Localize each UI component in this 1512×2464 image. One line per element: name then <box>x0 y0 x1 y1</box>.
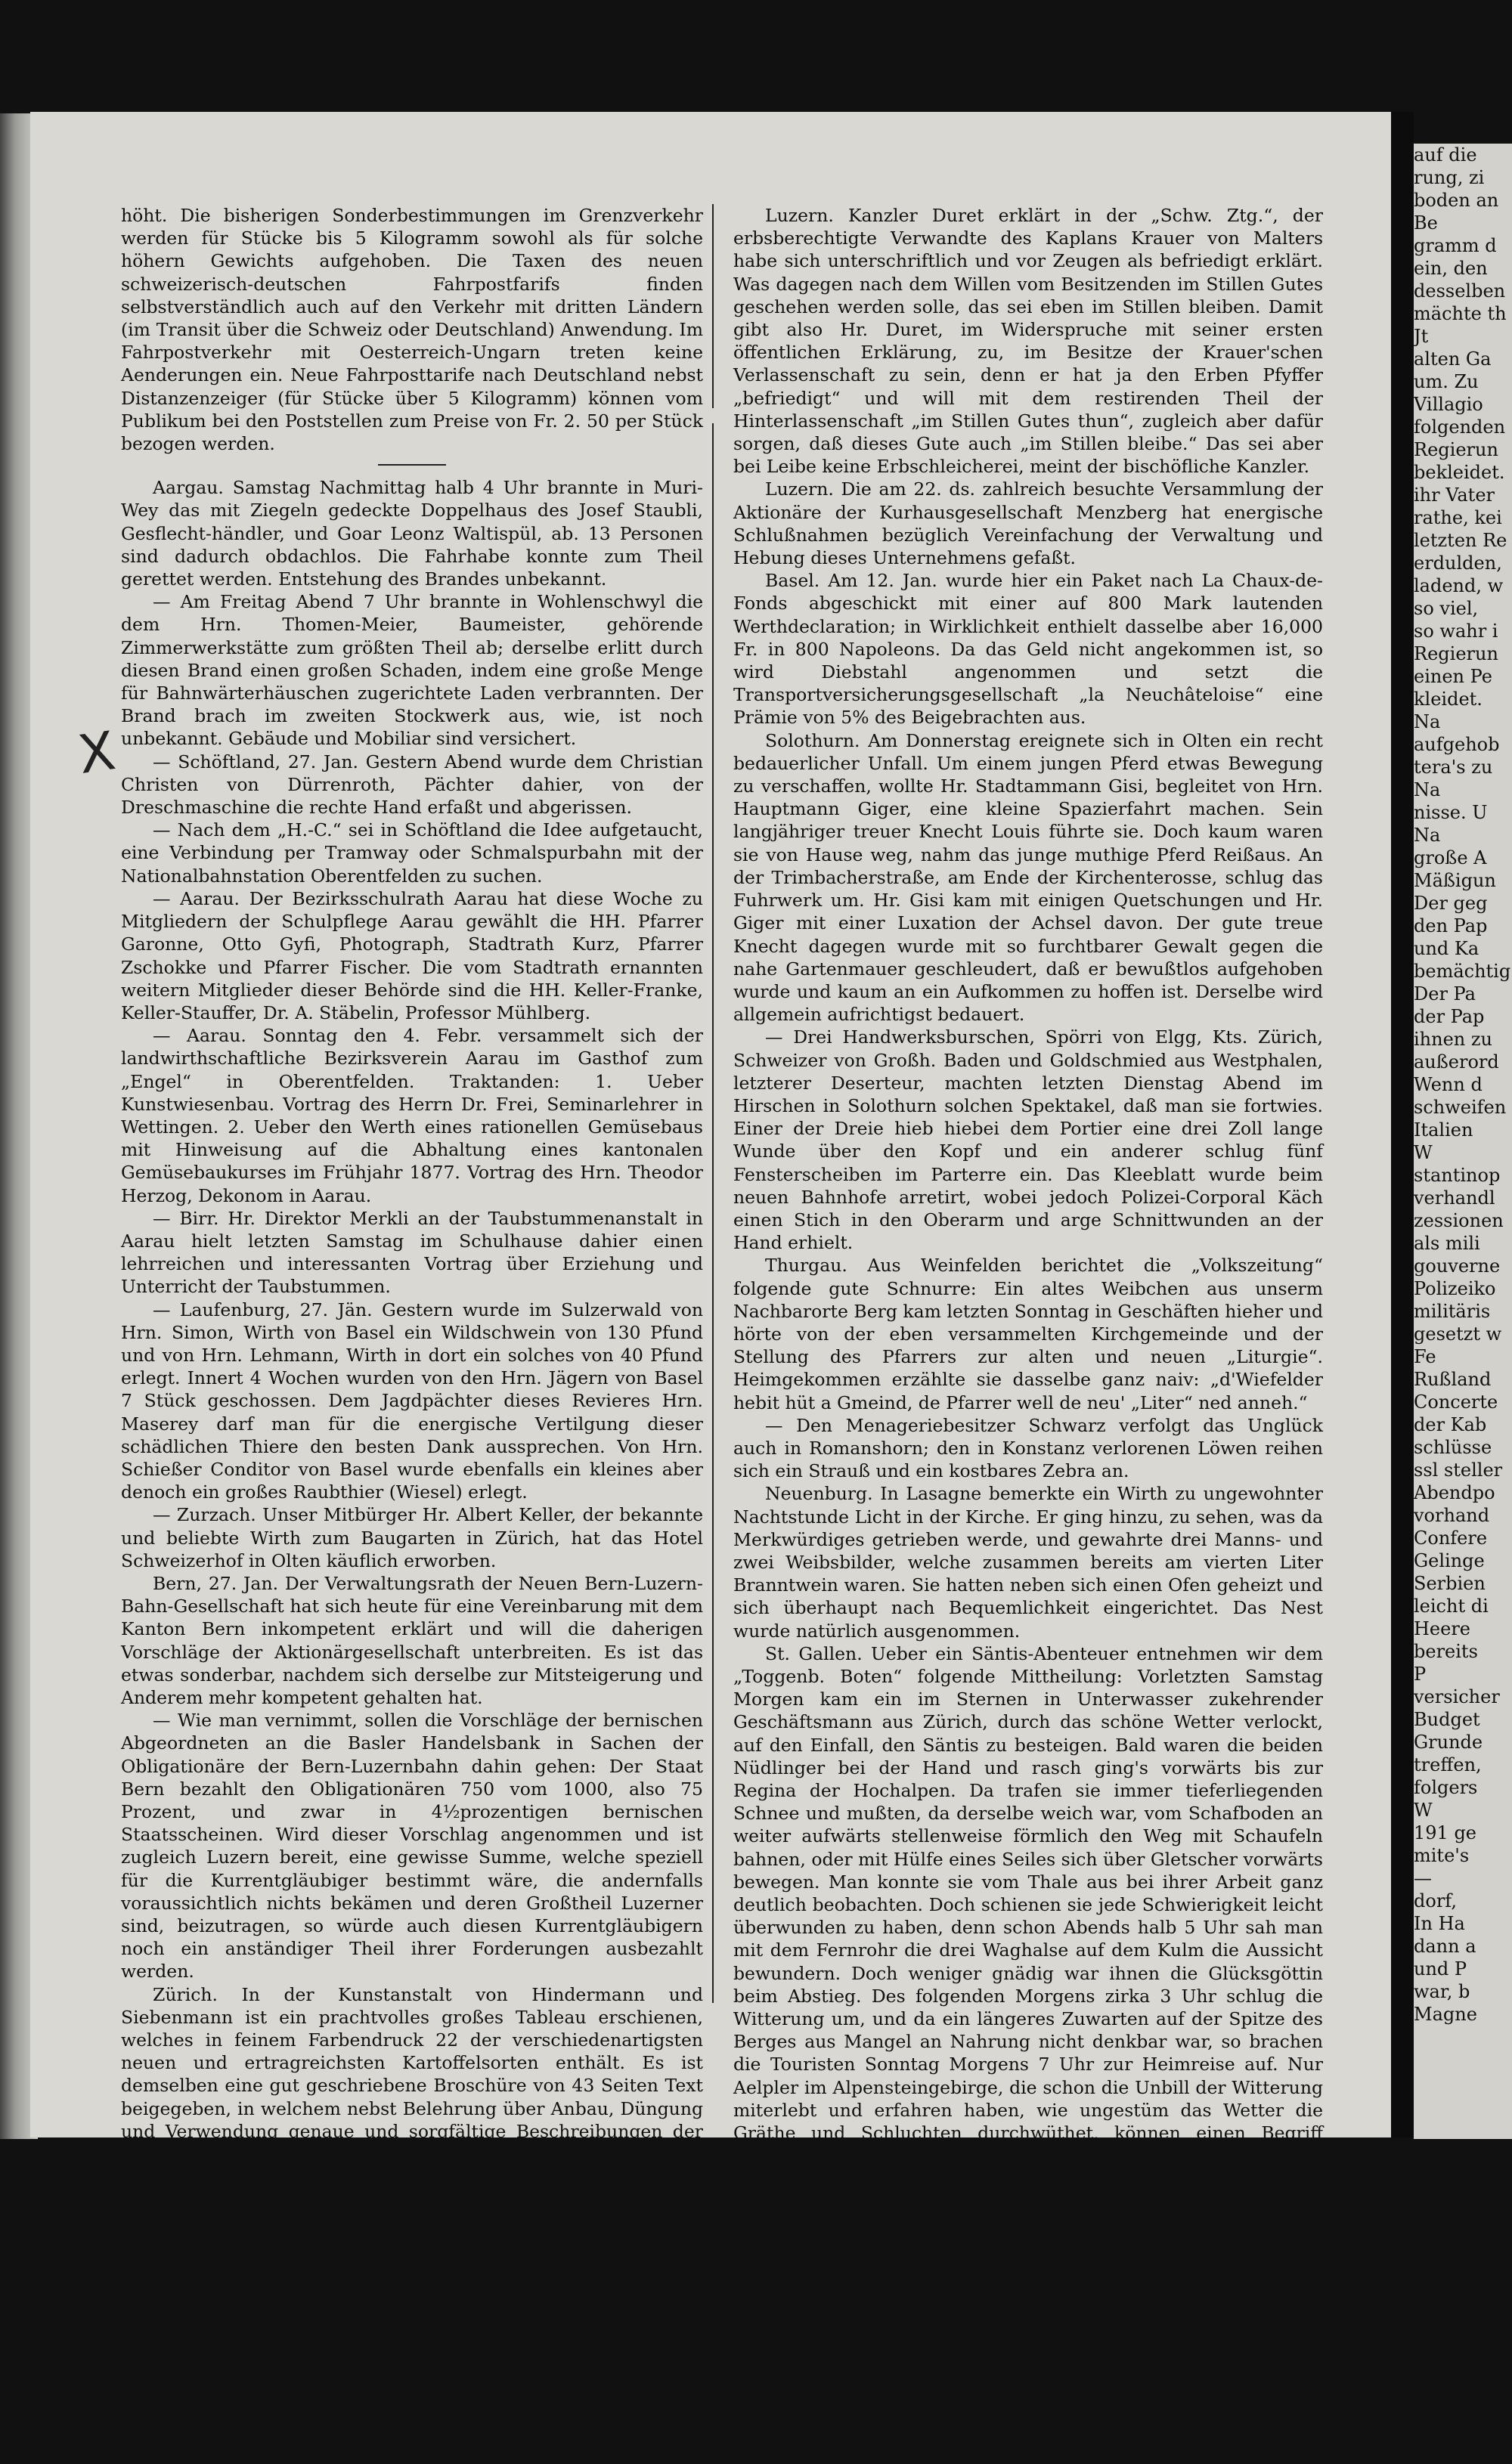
fragment-line: den Pap <box>1414 915 1488 936</box>
fragment-line: Wenn d <box>1414 1074 1483 1095</box>
article-paragraph: Luzern. Kanzler Duret erklärt in der „Schw. Ztg.“, der erbsberechtigte Verwandte des Kaplans Krauer von Malters habe sich unterschriftlich und vor Zeugen als befriedigt erklärt. Was dagegen nach dem Willen vom Besitzenden im Stillen Gutes geschehen werden solle, das sei eben im Stillen bleiben. Damit gibt also Hr. Duret, im Widerspruche mit seiner ersten öffentlichen Erklärung, zu, im Besitze der Krauer'schen Verlassenschaft zu sein, denn er hat ja den Erben Pfyffer „befriedigt“ und will mit dem restirenden Theil der Hinterlassenschaft „im Stillen Gutes thun“, zugleich aber dafür sorgen, daß dieses Gute auch „im Stillen bleibe.“ Das sei aber bei Leibe keine Erbschleicherei, meint der bischöfliche Kanzler. <box>733 205 1323 478</box>
fragment-line: bereits <box>1414 1641 1478 1662</box>
fragment-line: stantinop <box>1414 1165 1501 1186</box>
fragment-line: alten Ga <box>1414 348 1492 370</box>
fragment-line: große A <box>1414 847 1487 868</box>
binding-gutter <box>1391 112 1414 2137</box>
fragment-line: erdulden, <box>1414 553 1502 574</box>
section-divider <box>378 464 446 466</box>
adjacent-page-lines <box>1414 144 1512 2026</box>
article-paragraph: St. Gallen. Ueber ein Säntis-Abenteuer entnehmen wir dem „Toggenb. Boten“ folgende Mittheilung: Vorletzten Samstag Morgen kam ein im Sternen in Unterwasser zukehrender Geschäftsmann aus Zürich, durch das schöne Wetter verlockt, auf den Einfall, den Säntis zu besteigen. Bald waren die beiden Nüdlinger bei der Hand und rasch ging's vorwärts bis zur Regina der Hochalpen. Da trafen sie immer tieferliegenden Schnee und mußten, da derselbe weich war, vom Schafboden an weiter aufwärts stellenweise förmlich den Weg mit Schaufeln bahnen, oder mit Hülfe eines Seiles sich über Gletscher vorwärts bewegen. Man konnte sie vom Thale aus bei ihrer Arbeit ganz deutlich beobachten. Doch schienen sie jede Schwierigkeit leicht überwunden zu haben, denn schon Abends halb 5 Uhr sah man mit dem Fernrohr die drei Waghalse auf dem Kulm die Aussicht bewundern. Doch weniger gnädig war ihnen die Glücksgöttin beim Abstieg. Des folgenden Morgens zirka 3 Uhr schlug die Witterung um, und da ein längeres Zuwarten auf der Spitze des Berges aus Mangel an Nahrung nicht denkbar war, so brachen die Touristen Sonntag Morgens 7 Uhr zur Heimreise auf. Nur Aelpler im Alpensteingebirge, die schon die Unbill der Witterung miterlebt und erfahren haben, wie ungestüm das Wetter die Gräthe und Schluchten durchwüthet, können einen Begriff haben, in welch' fürchterlicher Situation sich die Drei befanden. Vom heftigsten Schneesturm umtobt, vom dichtesten Nebel eingehüllt, zeitweise kaum einmal die eigene Hand vor sich sehend, arbeiteten sie sich vorwärts, jeden Augenblick in der Gefahr schwebend, etwa an einem Grathe, in einer trügerischen Schneeveranda zu verschwinden, oder in einer Staublawine, deren mehrere vor und hinter ihnen thalwärts stürzten, fortgerissen zu werden. Da die Witterung selbst im Thale sich derart zeigte, daß man nur Schlimmes für die Bergsteiger ahnen konnte, entschloß sich der Sohn des einen Führers, von noch Zweien begleitet, gut verproviantirt, den Bedrängten entgegenzugehen, und sie trafen dann glücklich auf der Grenze zwischen Schafboden und Flies aufeinander. Ein frischer Trunk und ein Stück Schinken half den Ermüdeten wieder <box>733 1642 1323 2463</box>
fragment-line: so viel, <box>1414 598 1479 619</box>
fragment-line: nisse. U <box>1414 802 1488 823</box>
article-paragraph: — Nach dem „H.-C.“ sei in Schöftland die Idee aufgetaucht, eine Verbindung per Tramway oder Schmalspurbahn mit der Nationalbahnstation Oberentfelden zu suchen. <box>121 819 703 887</box>
fragment-line: folgers <box>1414 1777 1478 1798</box>
article-paragraph: — Aarau. Sonntag den 4. Febr. versammelt sich der landwirthschaftliche Bezirksverein Aarau im Gasthof zum „Engel“ in Oberentfelden. Traktanden: 1. Ueber Kunstwiesenbau. Vortrag des Herrn Dr. Frei, Seminarlehrer in Wettingen. 2. Ueber den Werth eines rationellen Gemüsebaus mit Hinweisung auf die Abhaltung eines kantonalen Gemüsebaukurses im Frühjahr 1877. Vortrag des Hrn. Theodor Herzog, Dekonom in Aarau. <box>121 1025 703 1206</box>
column-rule-main <box>712 423 714 2003</box>
fragment-line: ssl steller <box>1414 1460 1503 1481</box>
fragment-line: Budget <box>1414 1709 1480 1730</box>
column-right <box>733 204 1323 2464</box>
fragment-line: und P <box>1414 1958 1467 1980</box>
fragment-line: schweifen <box>1414 1097 1507 1118</box>
fragment-line: auf die <box>1414 144 1477 166</box>
article-paragraph: — Wie man vernimmt, sollen die Vorschläge der bernischen Abgeordneten an die Basler Handelsbank in Sachen der Obligationäre der Bern-Luzernbahn dahin gehen: Der Staat Bern bezahlt den Obligationären 750 vom 1000, also 75 Prozent, und zwar in 4½prozentigen bernischen Staatsscheinen. Wird dieser Vorschlag angenommen und ist zugleich Luzern bereit, eine gewisse Summe, welche speziell für die Kurrentgläubiger bestimmt wäre, die andernfalls voraussichtlich nichts bekämen und deren Großtheil Luzerner sind, beizutragen, so würde auch diesen Kurrentgläubigern noch ein anständiger Theil ihrer Forderungen ausbezahlt werden. <box>121 1710 703 1983</box>
fragment-line: Concerte <box>1414 1391 1498 1413</box>
fragment-line: W <box>1414 1142 1433 1163</box>
article-paragraph: — Zurzach. Unser Mitbürger Hr. Albert Keller, der bekannte und beliebte Wirth zum Baugarten in Zürich, hat das Hotel Schweizerhof in Olten käuflich erworben. <box>121 1504 703 1571</box>
fragment-line: dann a <box>1414 1936 1476 1957</box>
article-paragraph: Zürich. In der Kunstanstalt von Hindermann und Siebenmann ist ein prachtvolles großes Tableau erschienen, welches in feinem Farbendruck 22 der verschiedenartigsten neuen und ertragreichsten Kartoffelsorten enthält. Es ist demselben eine gut geschriebene Broschüre von 43 Seiten Text beigegeben, in welchem nebst Belehrung über Anbau, Düngung und Verwendung genaue und sorgfältige Beschreibungen der einzelnen Sorten und ihrer Ertragsverhältnisse gegeben sind. Der äußerst billige Preis des Ganzen, 6 Fr., sollte jeden Landwirth veranlassen, das Werk zu bestellen; es ist bis dahin einzig in seiner Art hier zu Lande und dürften sich die Auslagen durch die Möglichkeit, auch nur eine gute Sorte zu wählen, resp. nach Anleitung anzubauen, reichlich vergüten. <box>121 1983 703 2280</box>
column-left <box>121 204 703 2462</box>
fragment-line: Confere <box>1414 1528 1488 1549</box>
fragment-line: Fe <box>1414 1346 1436 1367</box>
fragment-line: rathe, kei <box>1414 507 1502 528</box>
fragment-line: dorf, <box>1414 1890 1457 1911</box>
article-paragraph: Neuenburg. In Lasagne bemerkte ein Wirth zu ungewohnter Nachtstunde Licht in der Kirche. Er ging hinzu, zu sehen, was da Merkwürdiges getrieben werde, und gewahrte drei Manns- und zwei Weibsbilder, welche zusammen bereits am vierten Liter Branntwein waren. Sie hatten neben sich einen Ofen geheizt und sich überhaupt nach Bequemlichkeit eingerichtet. Das Nest wurde natürlich ausgenommen. <box>733 1483 1323 1642</box>
fragment-line: und Ka <box>1414 938 1479 959</box>
article-paragraph: — Aarau. Der Bezirksschulrath Aarau hat diese Woche zu Mitgliedern der Schulpflege Aarau gewählt die HH. Pfarrer Garonne, Otto Gyfi, Photograph, Stadtrath Kurz, Pfarrer Zschokke und Pfarrer Fischer. Die vom Stadtrath ernannten weitern Mitglieder dieser Behörde sind die HH. Keller-Franke, Keller-Stauffer, Dr. A. Stäbelin, Professor Mühlberg. <box>121 887 703 1023</box>
fragment-line: schlüsse <box>1414 1437 1492 1458</box>
fragment-line: versicher <box>1414 1686 1500 1707</box>
fragment-line: gesetzt w <box>1414 1323 1502 1345</box>
fragment-line: vorhand <box>1414 1505 1490 1526</box>
fragment-line: kleidet. <box>1414 689 1483 710</box>
fragment-line: gouverne <box>1414 1255 1501 1277</box>
article-paragraph: — Am Freitag Abend 7 Uhr brannte in Wohlenschwyl die dem Hrn. Thomen-Meier, Baumeister, gehörende Zimmerwerkstätte zum größten Theil ab; derselbe erlitt durch diesen Brand einen großen Schaden, indem eine große Menge für Bahnwärterhäuschen zugerichtete Laden verbrannten. Der Brand brach im zweiten Stockwerk aus, wie, ist noch unbekannt. Gebäude und Mobiliar sind versichert. <box>121 591 703 750</box>
fragment-line: Rußland <box>1414 1369 1492 1390</box>
fragment-line: treffen, <box>1414 1754 1482 1775</box>
fragment-line: mächte th <box>1414 303 1507 324</box>
fragment-line: Jt <box>1414 326 1429 347</box>
fragment-line: militäris <box>1414 1301 1491 1322</box>
column-rule-top <box>712 204 714 408</box>
fragment-line: Polizeiko <box>1414 1278 1496 1299</box>
article-paragraph: Thurgau. Aus Weinfelden berichtet die „Volkszeitung“ folgende gute Schnurre: Ein altes Weibchen aus unserm Nachbarorte Berg kam letzten Sonntag in Geschäften hieher und hörte von der eben versammelten Kirchgemeinde und der Stellung des Pfarrers zur alten und neuen „Liturgie“. Heimgekommen erzählte sie dasselbe ganz naiv: „d'Wiefelder hebit hüt a Gmeind, de Pfarrer well de neu' „Liter“ ned anneh.“ <box>733 1255 1323 1413</box>
fragment-line: leicht di <box>1414 1596 1489 1617</box>
fragment-line: ihnen zu <box>1414 1029 1492 1050</box>
fragment-line: ihr Vater <box>1414 484 1495 506</box>
fragment-line: um. Zu <box>1414 371 1479 392</box>
fragment-line: Villagio <box>1414 394 1483 415</box>
fragment-line: mite's <box>1414 1845 1470 1866</box>
fragment-line: W <box>1414 1800 1433 1821</box>
fragment-line: Heere <box>1414 1618 1471 1639</box>
fragment-line: folgenden <box>1414 416 1506 438</box>
article-paragraph: höht. Die bisherigen Sonderbestimmungen im Grenzverkehr werden für Stücke bis 5 Kilogramm sowohl als für solche höhern Gewichts aufgehoben. Die Taxen des neuen schweizerisch-deutschen Fahrpostfarifs finden selbstverständlich auch auf den Verkehr mit dritten Ländern (im Transit über die Schweiz oder Deutschland) Anwendung. Im Fahrpostverkehr mit Oesterreich-Ungarn treten keine Aenderungen ein. Neue Fahrposttarife nach Deutschland nebst Distanzenzeiger (für Stücke über 5 Kilogramm) können vom Publikum bei den Poststellen zum Preise von Fr. 2. 50 per Stück bezogen werden. <box>121 205 703 455</box>
fragment-line: boden an <box>1414 190 1499 211</box>
margin-handwritten-mark: X <box>74 720 119 786</box>
fragment-line: Na <box>1414 711 1441 732</box>
article-paragraph: — Den Menageriebesitzer Schwarz verfolgt das Unglück auch in Romanshorn; den in Konstanz verlorenen Löwen reihen sich ein Strauß und ein kostbares Zebra an. <box>733 1414 1323 1482</box>
fragment-line: Na <box>1414 779 1441 800</box>
fragment-line: — <box>1414 1868 1432 1889</box>
fragment-line: einen Pe <box>1414 666 1492 687</box>
article-paragraph: Bern, 27. Jan. Der Verwaltungsrath der Neuen Bern-Luzern-Bahn-Gesellschaft hat sich heute für eine Vereinbarung mit dem Kanton Bern inkompetent erklärt und will die daherigen Vorschläge der Aktionärgesellschaft unterbreiten. Es ist das etwas sonderbar, nachdem sich derselbe zur Mitsteigerung und Anderem mehr kompetent gehalten hat. <box>121 1572 703 1708</box>
fragment-line: P <box>1414 1664 1427 1685</box>
fragment-line: Italien <box>1414 1119 1473 1141</box>
fragment-line: so wahr i <box>1414 621 1498 642</box>
article-paragraph: — Laufenburg, 27. Jän. Gestern wurde im Sulzerwald von Hrn. Simon, Wirth von Basel ein Wildschwein von 130 Pfund und von Hrn. Lehmann, Wirth in dort ein solches von 40 Pfund erlegt. Innert 4 Wochen wurden von den Hrn. Jägern von Basel 7 Stück geschossen. Dem Jagdpächter dieses Revieres Hrn. Maserey darf man für die energische Vertilgung dieser schädlichen Thiere den besten Dank aussprechen. Von Hrn. Schießer Conditor von Basel wurde ebenfalls ein kleines aber denoch ein großes Raubthier (Wiesel) erlegt. <box>121 1299 703 1503</box>
fragment-line: Der Pa <box>1414 983 1476 1004</box>
fragment-line: verhandl <box>1414 1187 1495 1209</box>
fragment-line: ladend, w <box>1414 575 1504 596</box>
adjacent-page-fragment <box>1414 144 1512 2139</box>
fragment-line: Abendpo <box>1414 1482 1495 1503</box>
fragment-line: bemächtig <box>1414 961 1511 982</box>
article-paragraph: — Schöftland, 27. Jan. Gestern Abend wurde dem Christian Christen von Dürrenroth, Pächter dahier, von der Dreschmaschine die rechte Hand erfaßt und abgerissen. <box>121 751 703 819</box>
fragment-line: Regierun <box>1414 643 1498 664</box>
fragment-line: zessionen <box>1414 1210 1504 1231</box>
fragment-line: Na <box>1414 825 1441 846</box>
fragment-line: Be <box>1414 212 1438 234</box>
fragment-line: rung, zi <box>1414 167 1485 188</box>
fragment-line: aufgehob <box>1414 734 1500 755</box>
fragment-line: war, b <box>1414 1981 1470 2002</box>
article-paragraph: — Birr. Hr. Direktor Merkli an der Taubstummenanstalt in Aarau hielt letzten Samstag im Schulhause dahier einen lehrreichen und interessanten Vortrag über Erziehung und Unterricht der Taubstummen. <box>121 1207 703 1298</box>
fragment-line: In Ha <box>1414 1913 1465 1934</box>
fragment-line: tera's zu <box>1414 757 1493 778</box>
article-paragraph: Aargau. Samstag Nachmittag halb 4 Uhr brannte in Muri-Wey das mit Ziegeln gedeckte Doppelhaus des Josef Staubli, Gesflecht-händler, und Goar Leonz Waltispül, ab. 13 Personen sind dadurch obdachlos. Die Fahrhabe konnte zum Theil gerettet werden. Entstehung des Brandes unbekannt. <box>121 477 703 590</box>
fragment-line: Mäßigun <box>1414 870 1496 891</box>
fragment-line: Gelinge <box>1414 1550 1485 1571</box>
article-paragraph: Basel. Am 12. Jan. wurde hier ein Paket nach La Chaux-de-Fonds abgeschickt mit einer auf 800 Mark lautenden Werthdeclaration; in Wirklichkeit enthielt dasselbe aber 16,000 Fr. in 800 Napoleons. Da das Geld nicht angekommen ist, so wird Diebstahl angenommen und setzt die Transportversicherungsgesellschaft „la Neuchâteloise“ eine Prämie von 5% des Beigebrachten aus. <box>733 570 1323 729</box>
fragment-line: Der geg <box>1414 893 1488 914</box>
fragment-line: Serbien <box>1414 1573 1486 1594</box>
fragment-line: ein, den <box>1414 258 1488 279</box>
fragment-line: desselben <box>1414 280 1506 302</box>
fragment-line: gramm d <box>1414 235 1497 256</box>
fragment-line: bekleidet. <box>1414 462 1505 483</box>
fragment-line: Regierun <box>1414 439 1498 460</box>
fragment-line: Grunde <box>1414 1732 1483 1753</box>
fragment-line: der Kab <box>1414 1414 1487 1435</box>
fragment-line: der Pap <box>1414 1006 1485 1027</box>
fragment-line: letzten Re <box>1414 530 1507 551</box>
fragment-line: außerord <box>1414 1051 1499 1073</box>
fragment-line: als mili <box>1414 1233 1480 1254</box>
fragment-line: Magne <box>1414 2004 1477 2025</box>
article-paragraph: Solothurn. Am Donnerstag ereignete sich in Olten ein recht bedauerlicher Unfall. Um einem jungen Pferd etwas Bewegung zu verschaffen, wollte Hr. Stadtammann Gisi, begleitet von Hrn. Hauptmann Giger, eine kleine Spazierfahrt machen. Sein langjähriger treuer Knecht Louis führte sie. Doch kaum waren sie von Hause weg, nahm das junge muthige Pferd Reißaus. An der Trimbacherstraße, am Ende der Kirchenterosse, schlug das Fuhrwerk um. Hr. Gisi kam mit einigen Quetschungen und Hr. Giger mit einer Luxation der Achsel davon. Der gute treue Knecht dagegen wurde mit so furchtbarer Gewalt gegen die nahe Gartenmauer geschleudert, daß er bewußtlos aufgehoben wurde und kaum an ein Aufkommen zu hoffen ist. Derselbe wird allgemein aufrichtigst bedauert. <box>733 729 1323 1026</box>
article-paragraph: — Schweizerischer Verein junger Kaufleute. Beim Zentral-Stellenvermittlungsbureau dieses Vereins in Zürich sind im ersten halben Jahre seines Bestehens, vom 1. Juli bis 31. Dez. 1876, 293 Stellengesuche und 161 Vakanzaufgaben eingereicht worden; von den letztern wurden 20 wieder zurückgezogen, 56 durch Vermittlung des Bureau und 44 ohne dessen Mitwirkung besetzt; es bleiben demnach zu Ende Dezbr. noch 41 vakante Stellen zu besetzen übrig. <box>121 2280 703 2462</box>
article-paragraph: — Drei Handwerksburschen, Spörri von Elgg, Kts. Zürich, Schweizer von Großh. Baden und Goldschmied aus Westphalen, letzterer Deserteur, machten letzten Dienstag Abend im Hirschen in Solothurn solchen Spektakel, daß man sie fortwies. Einer der Dreie hieb hiebei dem Portier eine drei Zoll lange Wunde über den Kopf und ein anderer schlug fünf Fensterscheiben im Parterre ein. Das Kleeblatt wurde beim neuen Bahnhofe arretirt, wobei jedoch Polizei-Corporal Käch einen Stich in den Oberarm und arge Schnittwunden an der Hand erhielt. <box>733 1026 1323 1254</box>
fragment-line: 191 ge <box>1414 1822 1477 1843</box>
article-paragraph: Luzern. Die am 22. ds. zahlreich besuchte Versammlung der Aktionäre der Kurhausgesellschaft Menzberg hat energische Schlußnahmen bezüglich Vereinfachung der Verwaltung und Hebung dieses Unternehmens gefaßt. <box>733 478 1323 569</box>
